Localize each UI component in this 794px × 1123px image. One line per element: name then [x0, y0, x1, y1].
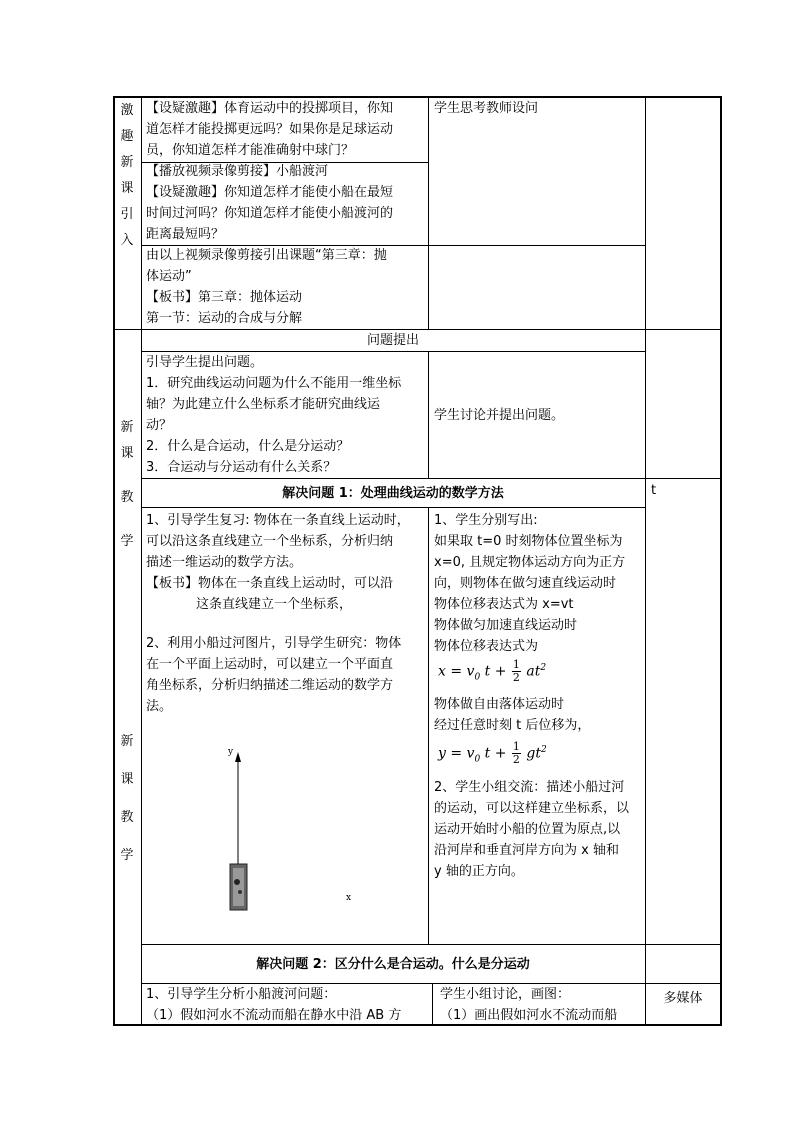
section-char: 学 — [120, 534, 134, 549]
section-char: 新 — [120, 420, 134, 435]
text-line: 第一节：运动的合成与分解 — [146, 311, 303, 326]
x-axis-label: x — [346, 893, 352, 903]
section-label-teaching — [114, 416, 140, 556]
text-line: 运动开始时小船的位置为原点,以 — [434, 822, 621, 837]
text-line: 在一个平面上运动时，可以建立一个平面直 — [146, 657, 394, 672]
formula-part: at — [526, 663, 541, 680]
text-line: 员，你知道怎样才能准确射中球门？ — [146, 143, 355, 158]
text-line: 的运动，可以这样建立坐标系，以 — [434, 801, 630, 816]
fraction-num: 1 — [512, 658, 520, 671]
intro-teacher-activity-3 — [146, 245, 387, 329]
problem-raise-header: 问题提出 — [366, 333, 419, 348]
problem1-student-step2 — [434, 777, 629, 882]
problem2-header: 解决问题 2：区分什么是合运动。什么是分运动 — [256, 957, 530, 972]
problem-raise-teacher — [146, 352, 401, 478]
side-mark: t — [651, 483, 657, 498]
formula-uniform-acceleration — [438, 659, 546, 684]
text-line: x=0, 且规定物体运动方向为正方 — [434, 555, 626, 570]
text-line: 2、学生小组交流：描述小船过河 — [434, 780, 625, 795]
boat-mark — [234, 879, 240, 885]
formula-sub: 0 — [474, 672, 481, 683]
y-axis-arrow — [235, 752, 241, 762]
text-line: 【板书】物体在一条直线上运动时，可以沿 — [146, 576, 394, 591]
text-line: 1、引导学生复习: 物体在一条直线上运动时， — [146, 513, 410, 528]
section-char: 教 — [120, 810, 134, 825]
text-line: 这条直线建立一个坐标系， — [196, 597, 353, 612]
section-char: 教 — [120, 490, 134, 505]
text-line: 经过任意时刻 t 后位移为， — [434, 718, 591, 733]
section-char: 课 — [120, 446, 134, 461]
text-line: 【板书】第三章：抛体运动 — [146, 290, 303, 305]
fraction — [512, 659, 521, 684]
formula-part: gt — [526, 745, 541, 762]
section-char: 新 — [120, 734, 134, 749]
fraction — [512, 741, 521, 766]
problem1-teacher-step1 — [146, 510, 410, 615]
text-line: 由以上视频录像剪接引出课题“第三章：抛 — [146, 248, 387, 263]
section-char: 激 — [120, 103, 134, 118]
text-line: 距离最短吗？ — [146, 227, 225, 242]
problem1-teacher-step2 — [146, 633, 401, 717]
section-char: 趣 — [120, 129, 134, 144]
fraction-den: 2 — [512, 671, 520, 684]
text-line: 描述一维运动的数学方法。 — [146, 555, 303, 570]
section-char: 课 — [120, 181, 134, 196]
boat-mark — [238, 890, 242, 894]
intro-teacher-activity-1 — [146, 98, 393, 161]
text-line: 动？ — [146, 418, 173, 433]
text-line: 物体做匀加速直线运动时 — [434, 618, 578, 633]
intro-teacher-activity-2 — [146, 161, 393, 245]
fraction-den: 2 — [512, 753, 520, 766]
intro-student-activity: 学生思考教师设问 — [434, 101, 539, 116]
formula-sup: 2 — [540, 662, 547, 673]
text-line: 时间过河吗？你知道怎样才能使小船渡河的 — [146, 206, 394, 221]
text-line: 沿河岸和垂直河岸方向为 x 轴和 — [434, 843, 619, 858]
section-label-intro — [114, 99, 140, 255]
text-line: 3．合运动与分运动有什么关系？ — [146, 460, 337, 475]
section-char: 新 — [120, 155, 134, 170]
text-line: 【播放视频录像剪接】小船渡河 — [146, 164, 329, 179]
media-note: 多媒体 — [663, 991, 703, 1006]
col-divider — [645, 96, 646, 1025]
text-line: 学生小组讨论，画图： — [440, 987, 571, 1002]
section-char: 学 — [120, 848, 134, 863]
text-line: 体运动” — [146, 269, 192, 284]
text-line: （1）画出假如河水不流动而船 — [440, 1008, 618, 1023]
row-divider — [141, 507, 645, 508]
text-line: 物体做自由落体运动时 — [434, 697, 565, 712]
formula-sup: 2 — [540, 744, 547, 755]
problem1-student-step1 — [434, 510, 625, 657]
text-line: （1）假如河水不流动而船在静水中沿 AB 方 — [146, 1008, 402, 1023]
section-label-teaching — [114, 730, 140, 870]
section-char: 入 — [120, 233, 134, 248]
col-divider — [428, 351, 429, 478]
text-line: 物体位移表达式为 x=vt — [434, 597, 574, 612]
col-divider — [141, 96, 142, 1025]
formula-sub: 0 — [474, 754, 481, 765]
text-line: y 轴的正方向。 — [434, 864, 524, 879]
text-line: 法。 — [146, 699, 173, 714]
problem2-teacher — [146, 984, 401, 1026]
formula-part: x = v — [438, 663, 475, 680]
section-char: 引 — [120, 207, 134, 222]
text-line: 1．研究曲线运动问题为什么不能用一维坐标 — [146, 376, 402, 391]
col-divider — [428, 507, 429, 944]
formula-part: t + — [484, 745, 507, 762]
text-line: 轴？为此建立什么坐标系才能研究曲线运 — [146, 397, 381, 412]
formula-part: t + — [484, 663, 507, 680]
boat-inner — [233, 868, 244, 906]
formula-part: y = v — [438, 745, 475, 762]
text-line: 物体位移表达式为 — [434, 639, 539, 654]
text-line: 1、学生分别写出: — [434, 513, 538, 528]
text-line: 1、引导学生分析小船渡河问题： — [146, 987, 337, 1002]
text-line: 如果取 t=0 时刻物体位置坐标为 — [434, 534, 623, 549]
problem-raise-student: 学生讨论并提出问题。 — [434, 408, 565, 423]
col-divider — [432, 983, 433, 1024]
section-char: 课 — [120, 772, 134, 787]
text-line: 【设疑激趣】你知道怎样才能使小船在最短 — [146, 185, 394, 200]
y-axis-label: y — [228, 747, 234, 757]
row-divider — [141, 478, 722, 479]
text-line: 向，则物体在做匀速直线运动时 — [434, 576, 617, 591]
text-line: 【设疑激趣】体育运动中的投掷项目，你知 — [146, 101, 394, 116]
boat-coordinate-figure — [220, 740, 360, 915]
row-divider — [141, 944, 722, 945]
problem1-header: 解决问题 1：处理曲线运动的数学方法 — [282, 486, 504, 501]
text-line: 2、利用小船过河图片，引导学生研究：物体 — [146, 636, 402, 651]
problem1-student-freefall — [434, 694, 590, 736]
col-divider — [428, 96, 429, 329]
problem2-student — [440, 984, 617, 1026]
formula-free-fall — [438, 741, 547, 766]
text-line: 可以沿这条直线建立一个坐标系，分析归纳 — [146, 534, 394, 549]
table-right-border — [720, 96, 722, 1025]
text-line: 道怎样才能投掷更远吗？如果你是足球运动 — [146, 122, 394, 137]
fraction-num: 1 — [512, 740, 520, 753]
text-line: 角坐标系，分析归纳描述二维运动的数学方 — [146, 678, 394, 693]
text-line: 2．什么是合运动，什么是分运动？ — [146, 439, 350, 454]
text-line: 引导学生提出问题。 — [146, 355, 264, 370]
